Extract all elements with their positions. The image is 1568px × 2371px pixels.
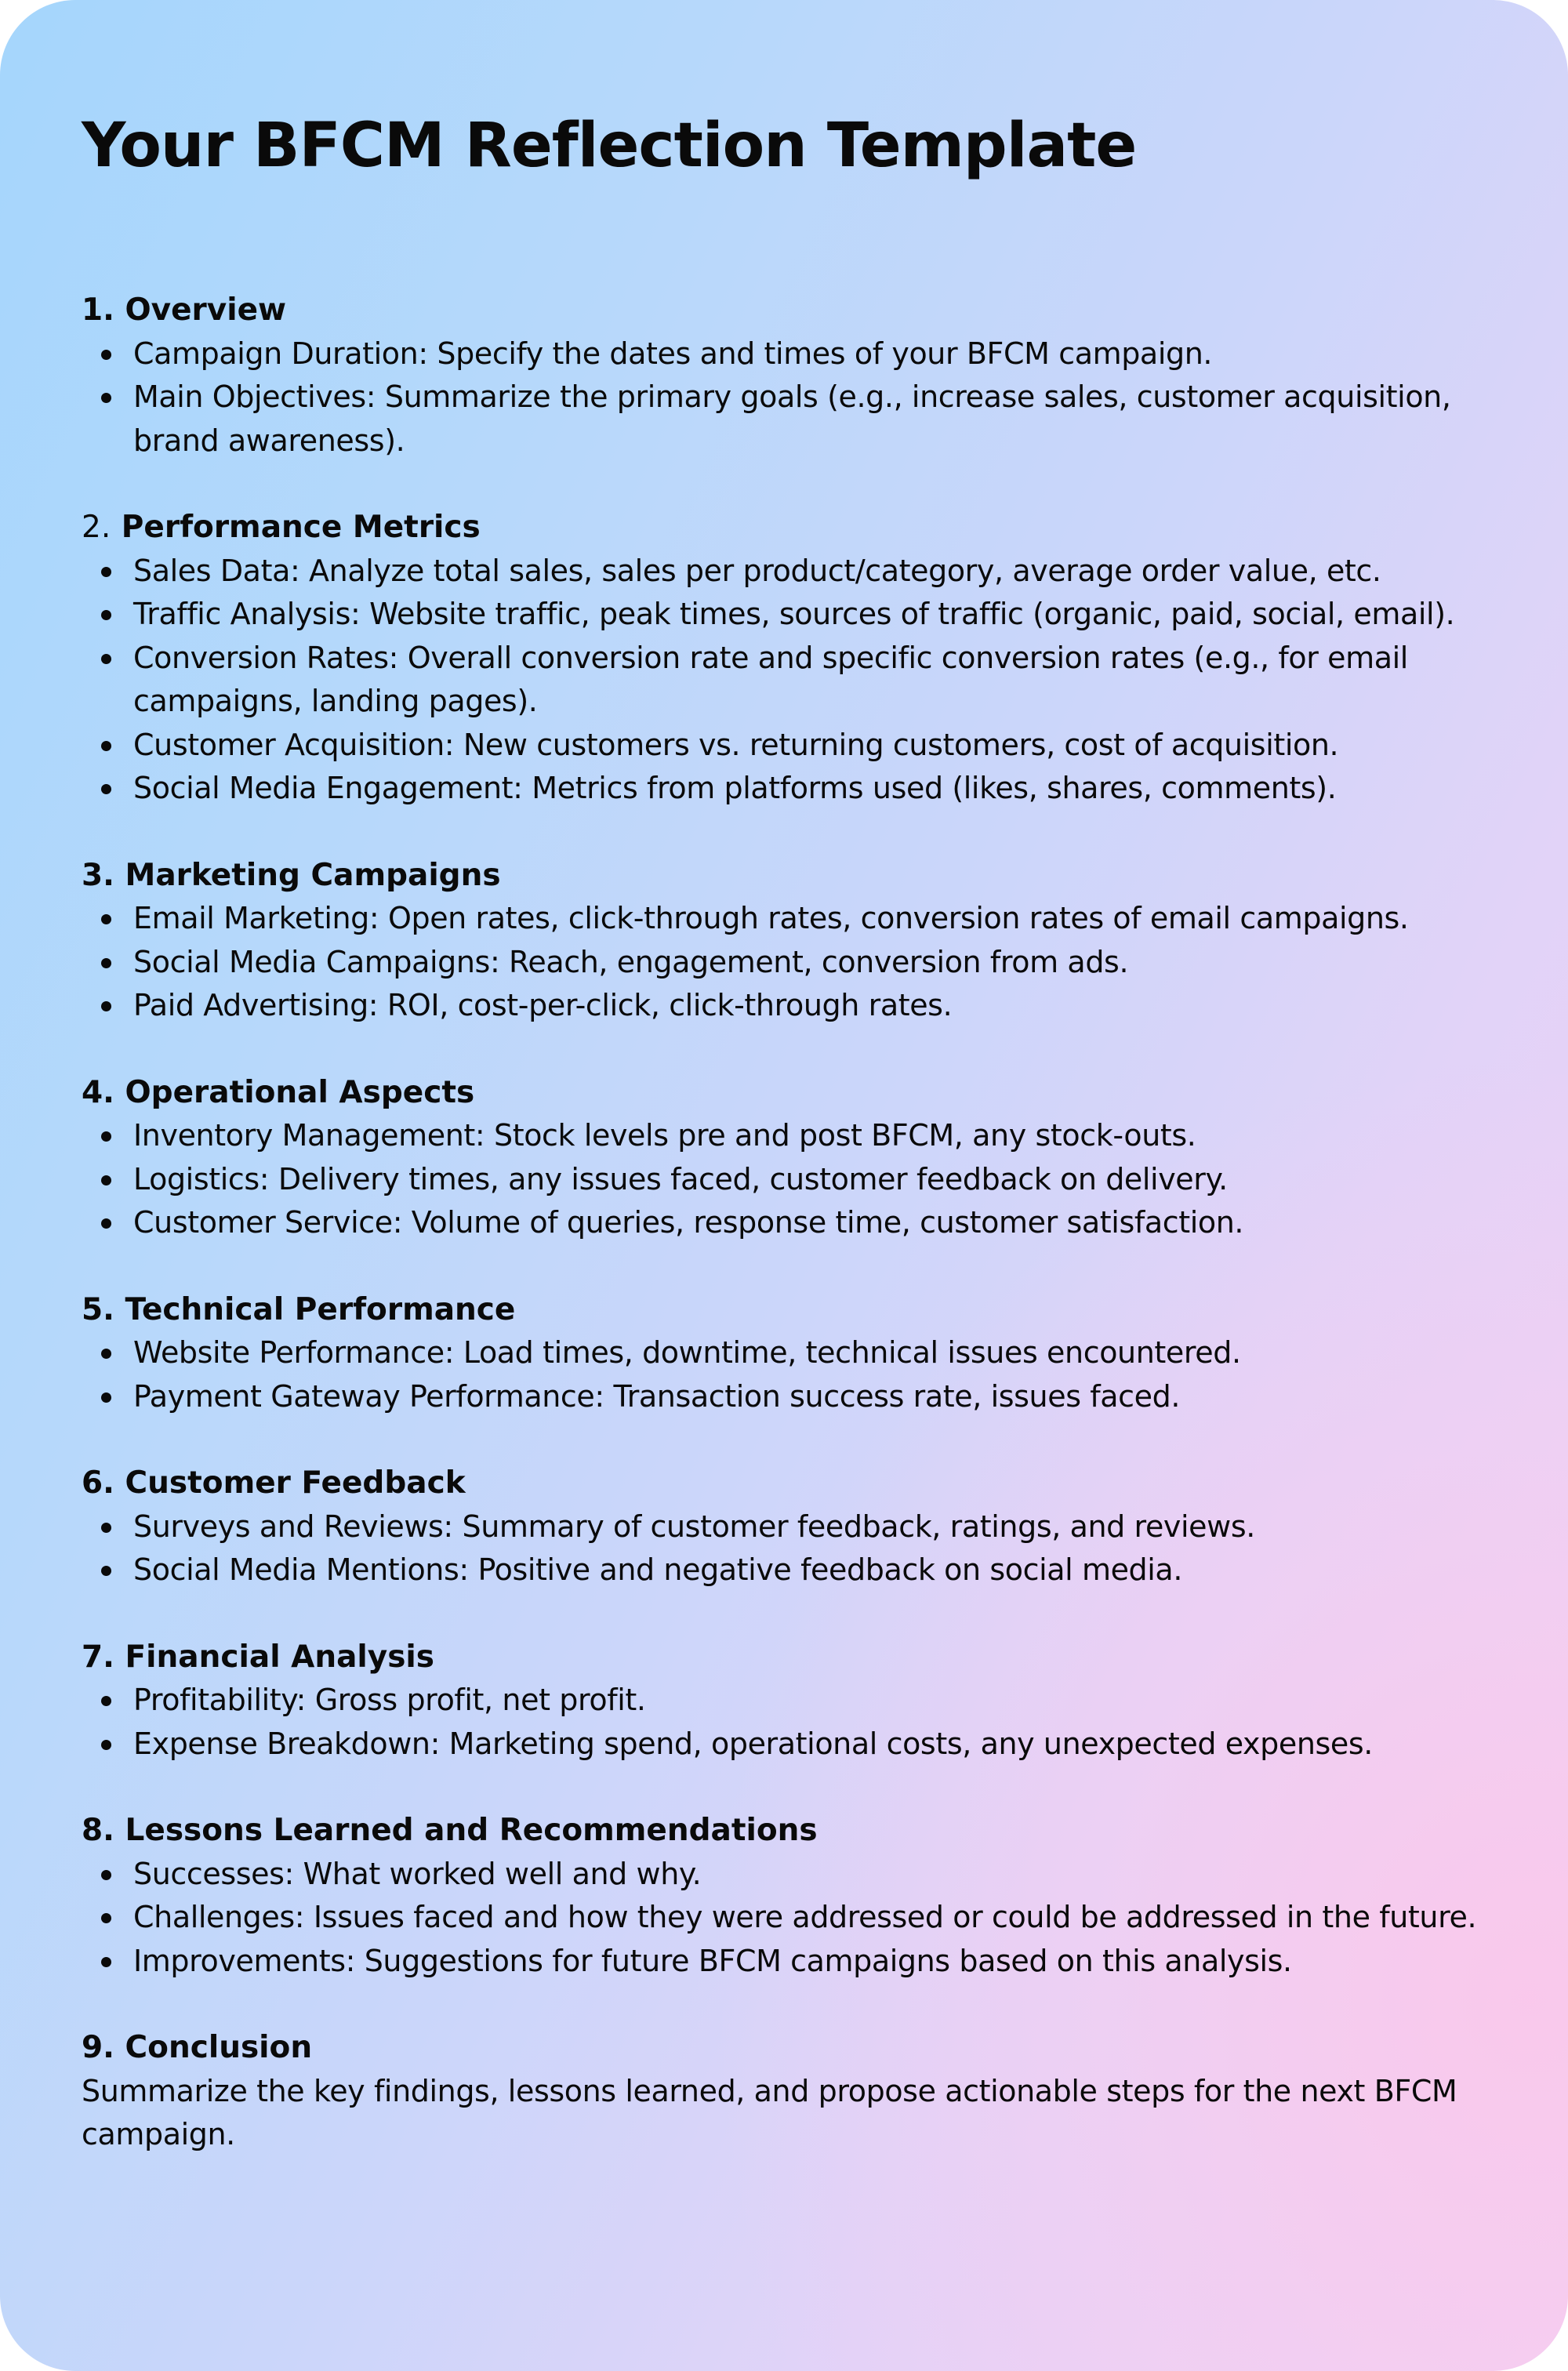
section-title: Customer Feedback bbox=[125, 1465, 466, 1501]
list-item: Successes: What worked well and why. bbox=[82, 1853, 1508, 1897]
bullet-list bbox=[82, 550, 1508, 811]
section-title: Technical Performance bbox=[125, 1291, 516, 1327]
section-heading bbox=[82, 1461, 1508, 1505]
section-title: Marketing Campaigns bbox=[125, 857, 501, 893]
section-3 bbox=[82, 854, 1508, 1028]
bullet-list bbox=[82, 897, 1508, 1028]
section-heading bbox=[82, 1288, 1508, 1332]
list-item: Sales Data: Analyze total sales, sales per product/category, average order value, etc. bbox=[82, 550, 1508, 594]
section-1 bbox=[82, 289, 1508, 463]
list-item: Customer Acquisition: New customers vs. returning customers, cost of acquisition. bbox=[82, 724, 1508, 768]
section-9 bbox=[82, 2026, 1508, 2157]
bullet-list bbox=[82, 1505, 1508, 1592]
list-item: Social Media Campaigns: Reach, engagement, conversion from ads. bbox=[82, 941, 1508, 985]
section-heading bbox=[82, 289, 1508, 332]
list-item: Challenges: Issues faced and how they were addressed or could be addressed in the future. bbox=[82, 1896, 1508, 1940]
bullet-list bbox=[82, 1853, 1508, 1984]
section-number: 5. bbox=[82, 1291, 114, 1327]
list-item: Website Performance: Load times, downtime, technical issues encountered. bbox=[82, 1331, 1508, 1375]
section-heading bbox=[82, 1071, 1508, 1115]
section-4 bbox=[82, 1071, 1508, 1245]
list-item: Payment Gateway Performance: Transaction success rate, issues faced. bbox=[82, 1375, 1508, 1419]
section-5 bbox=[82, 1288, 1508, 1419]
bullet-list bbox=[82, 1679, 1508, 1766]
section-title: Overview bbox=[125, 292, 287, 328]
template-content bbox=[82, 107, 1508, 2200]
list-item: Customer Service: Volume of queries, response time, customer satisfaction. bbox=[82, 1201, 1508, 1245]
section-number: 3. bbox=[82, 857, 114, 893]
list-item: Campaign Duration: Specify the dates and times of your BFCM campaign. bbox=[82, 332, 1508, 376]
section-6 bbox=[82, 1461, 1508, 1592]
sections-container bbox=[82, 289, 1508, 2157]
list-item: Logistics: Delivery times, any issues faced, customer feedback on delivery. bbox=[82, 1158, 1508, 1202]
page-title: Your BFCM Reflection Template bbox=[82, 111, 1137, 181]
list-item: Main Objectives: Summarize the primary goals (e.g., increase sales, customer acquisition, brand awareness). bbox=[82, 376, 1508, 463]
list-item: Email Marketing: Open rates, click-through rates, conversion rates of email campaigns. bbox=[82, 897, 1508, 941]
bullet-list bbox=[82, 1331, 1508, 1418]
list-item: Traffic Analysis: Website traffic, peak times, sources of traffic (organic, paid, social, email). bbox=[82, 593, 1508, 637]
list-item: Inventory Management: Stock levels pre and post BFCM, any stock-outs. bbox=[82, 1114, 1508, 1158]
section-heading bbox=[82, 2026, 1508, 2070]
section-title: Financial Analysis bbox=[125, 1639, 434, 1675]
section-number: 9. bbox=[82, 2030, 114, 2065]
section-title: Conclusion bbox=[125, 2030, 313, 2065]
section-title: Operational Aspects bbox=[125, 1074, 475, 1110]
list-item: Profitability: Gross profit, net profit. bbox=[82, 1679, 1508, 1723]
section-number: 1. bbox=[82, 292, 114, 328]
bullet-list bbox=[82, 332, 1508, 463]
section-number: 4. bbox=[82, 1074, 114, 1110]
section-title: Performance Metrics bbox=[121, 510, 481, 545]
list-item: Conversion Rates: Overall conversion rate and specific conversion rates (e.g., for email campaigns, landing pages). bbox=[82, 637, 1508, 724]
bullet-list bbox=[82, 1114, 1508, 1245]
section-number: 8. bbox=[82, 1813, 114, 1848]
section-2 bbox=[82, 506, 1508, 811]
list-item: Improvements: Suggestions for future BFCM campaigns based on this analysis. bbox=[82, 1940, 1508, 1984]
section-title: Lessons Learned and Recommendations bbox=[125, 1813, 818, 1848]
section-heading bbox=[82, 854, 1508, 898]
section-number: 6. bbox=[82, 1465, 114, 1501]
section-heading bbox=[82, 506, 1508, 550]
section-heading bbox=[82, 1636, 1508, 1679]
section-8 bbox=[82, 1809, 1508, 1983]
conclusion-text: Summarize the key findings, lessons learned, and propose actionable steps for the next BFCM campaign. bbox=[82, 2073, 1457, 2151]
section-7 bbox=[82, 1636, 1508, 1766]
list-item: Expense Breakdown: Marketing spend, operational costs, any unexpected expenses. bbox=[82, 1723, 1508, 1766]
section-heading bbox=[82, 1809, 1508, 1853]
list-item: Social Media Mentions: Positive and negative feedback on social media. bbox=[82, 1549, 1508, 1592]
list-item: Surveys and Reviews: Summary of customer feedback, ratings, and reviews. bbox=[82, 1505, 1508, 1549]
section-number: 2. bbox=[82, 510, 111, 545]
list-item: Social Media Engagement: Metrics from platforms used (likes, shares, comments). bbox=[82, 767, 1508, 811]
section-number: 7. bbox=[82, 1639, 114, 1675]
list-item: Paid Advertising: ROI, cost-per-click, click-through rates. bbox=[82, 984, 1508, 1028]
